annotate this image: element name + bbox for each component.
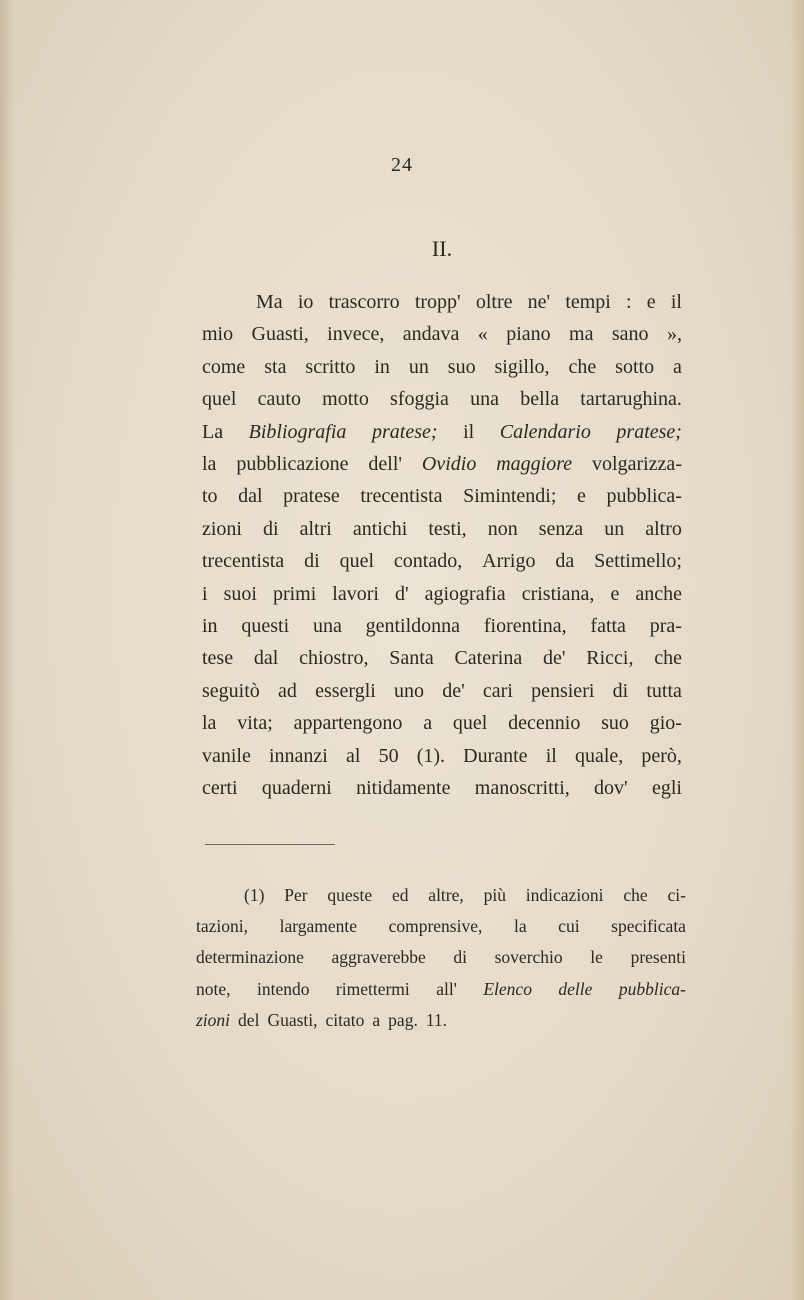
main-text <box>202 286 682 805</box>
footnote <box>196 880 686 1036</box>
footnote-line-3: determinazione aggraverebbe di soverchio le presenti <box>196 947 686 968</box>
footnote-separator <box>205 844 335 845</box>
footnote-line-4: note, intendo rimettermi all' Elenco delle pubblica- <box>196 978 686 999</box>
text-line-13: seguitò ad essergli uno de' cari pensieri di tutta <box>202 679 682 702</box>
text-line-10: i suoi primi lavori d' agiografia cristiana, e anche <box>202 582 682 605</box>
text-line-12: tese dal chiostro, Santa Caterina de' Ricci, che <box>202 647 682 670</box>
text-line-16: certi quaderni nitidamente manoscritti, dov' egli <box>202 777 682 800</box>
text-line-14: la vita; appartengono a quel decennio suo gio- <box>202 712 682 735</box>
text-line-4: quel cauto motto sfoggia una bella tartarughina. <box>202 388 682 411</box>
footnote-line-2: tazioni, largamente comprensive, la cui specificata <box>196 916 686 937</box>
text-line-7: to dal pratese trecentista Simintendi; e pubblica- <box>202 485 682 508</box>
text-line-6: la pubblicazione dell' Ovidio maggiore volgarizza- <box>202 453 682 476</box>
section-heading: II. <box>431 236 453 261</box>
text-line-5: La Bibliografia pratese; il Calendario pratese; <box>202 420 682 443</box>
text-line-1: Ma io trascorro tropp' oltre ne' tempi : e il <box>256 291 682 313</box>
page-edge-right <box>790 0 804 1300</box>
text-line-9: trecentista di quel contado, Arrigo da Settimello; <box>202 550 682 573</box>
page-number: 24 <box>391 154 413 176</box>
text-line-15: vanile innanzi al 50 (1). Durante il quale, però, <box>202 744 682 767</box>
text-line-11: in questi una gentildonna fiorentina, fatta pra- <box>202 615 682 638</box>
text-line-2: mio Guasti, invece, andava « piano ma sano », <box>202 323 682 346</box>
page-edge-left <box>0 0 14 1300</box>
text-line-3: come sta scritto in un suo sigillo, che sotto a <box>202 355 682 378</box>
text-line-8: zioni di altri antichi testi, non senza un altro <box>202 517 682 540</box>
footnote-line-5: zioni del Guasti, citato a pag. 11. <box>196 1009 448 1030</box>
footnote-line-1: (1) Per queste ed altre, più indicazioni che ci- <box>244 885 686 905</box>
